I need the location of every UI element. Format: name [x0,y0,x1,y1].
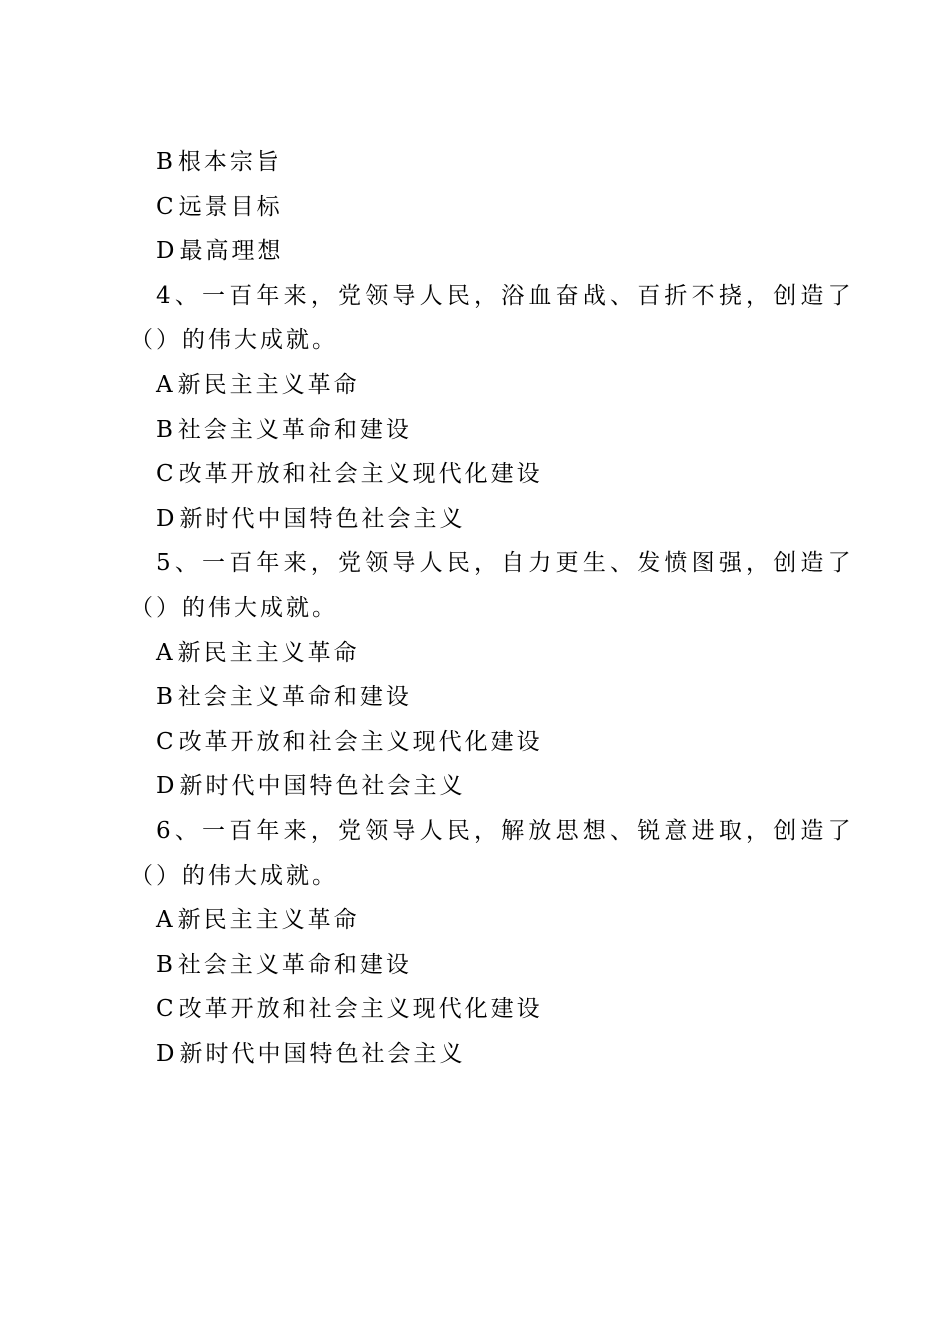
question-6-line-2: （）的伟大成就。 [130,862,338,889]
option-text: 最高理想 [179,238,284,265]
question-5-line-2: （）的伟大成就。 [130,594,338,621]
option-b-q4 [130,408,825,453]
option-a-q4 [130,363,825,408]
option-text: 社会主义革命和建设 [177,416,412,443]
option-d-q4 [130,497,825,542]
option-b-q5 [130,675,825,720]
option-text: 新民主主义革命 [177,907,360,934]
option-key: B [156,684,176,711]
option-key: D [156,1040,178,1067]
option-c-q5 [130,720,825,765]
document-body [130,140,855,1076]
option-key: D [156,505,178,532]
option-c-q6 [130,987,825,1032]
option-text: 改革开放和社会主义现代化建设 [178,728,543,755]
option-key: B [156,149,176,175]
question-4-line-2: （）的伟大成就。 [130,327,338,354]
option-text: 根本宗旨 [177,149,282,175]
option-text: 新时代中国特色社会主义 [179,773,466,800]
option-key: D [156,238,178,265]
option-text: 新民主主义革命 [177,371,360,398]
option-key: A [156,371,176,398]
option-key: C [156,461,177,488]
option-a-q5 [130,631,825,676]
option-key: D [156,773,178,800]
option-text: 新民主主义革命 [177,639,360,666]
option-c-q4 [130,452,825,497]
option-d-q3 [130,229,825,274]
option-key: C [156,193,177,220]
question-4-line-1: 4、一百年来，党领导人民，浴血奋战、百折不挠，创造了 [156,282,855,309]
option-key: C [156,996,177,1023]
option-text: 改革开放和社会主义现代化建设 [178,996,543,1023]
option-b-q6 [130,943,825,988]
option-b-q3 [130,140,825,185]
option-text: 社会主义革命和建设 [177,684,412,711]
option-d-q6 [130,1032,825,1077]
option-d-q5 [130,764,825,809]
option-a-q6 [130,898,825,943]
option-text: 社会主义革命和建设 [177,951,412,978]
option-key: A [156,639,176,666]
option-text: 新时代中国特色社会主义 [179,1040,466,1067]
question-5-line-1: 5、一百年来，党领导人民，自力更生、发愤图强，创造了 [156,550,855,577]
question-6-line-1: 6、一百年来，党领导人民，解放思想、锐意进取，创造了 [156,817,855,844]
option-key: C [156,728,177,755]
option-text: 改革开放和社会主义现代化建设 [178,461,543,488]
option-c-q3 [130,185,825,230]
option-text: 新时代中国特色社会主义 [179,505,466,532]
option-text: 远景目标 [178,193,283,220]
option-key: B [156,416,176,443]
option-key: B [156,951,176,978]
option-key: A [156,907,176,934]
